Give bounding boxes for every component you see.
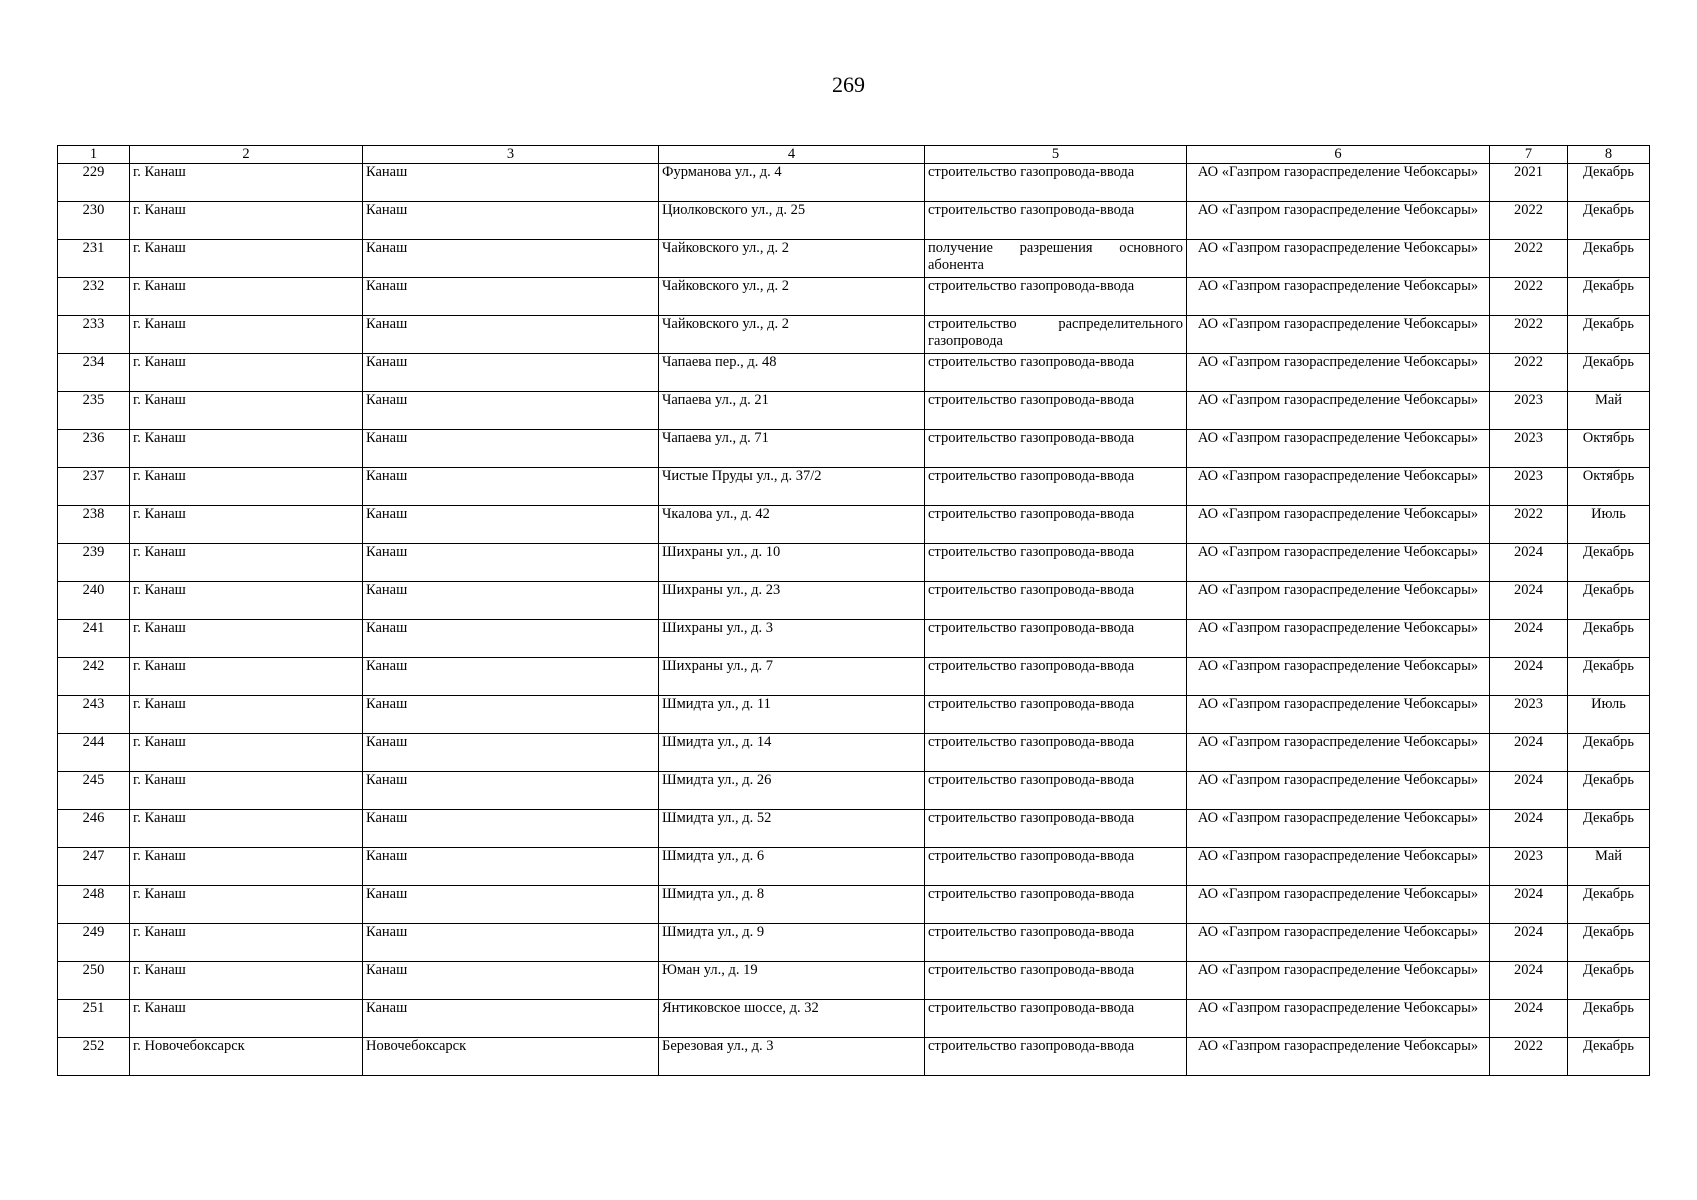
address-cell: Шихраны ул., д. 7 — [659, 658, 925, 696]
year-cell: 2021 — [1490, 164, 1568, 202]
address-cell: Юман ул., д. 19 — [659, 962, 925, 1000]
locality-cell: Канаш — [363, 772, 659, 810]
table-row — [58, 772, 1650, 810]
month-cell: Декабрь — [1568, 202, 1650, 240]
year-cell: 2024 — [1490, 582, 1568, 620]
settlement-cell: г. Канаш — [130, 620, 363, 658]
organization-cell: АО «Газпром газораспределение Чебоксары» — [1187, 544, 1490, 582]
table-row — [58, 734, 1650, 772]
work-type-cell: строительство газопровода-ввода — [925, 468, 1187, 506]
organization-cell: АО «Газпром газораспределение Чебоксары» — [1187, 886, 1490, 924]
address-cell: Чайковского ул., д. 2 — [659, 316, 925, 354]
work-type-cell: строительство газопровода-ввода — [925, 848, 1187, 886]
locality-cell: Канаш — [363, 696, 659, 734]
year-cell: 2024 — [1490, 1000, 1568, 1038]
address-cell: Шихраны ул., д. 3 — [659, 620, 925, 658]
locality-cell: Канаш — [363, 962, 659, 1000]
month-cell: Декабрь — [1568, 772, 1650, 810]
month-cell: Декабрь — [1568, 354, 1650, 392]
row-number: 242 — [58, 658, 130, 696]
row-number: 232 — [58, 278, 130, 316]
year-cell: 2024 — [1490, 886, 1568, 924]
month-cell: Декабрь — [1568, 544, 1650, 582]
month-cell: Декабрь — [1568, 924, 1650, 962]
work-type-cell: строительство газопровода-ввода — [925, 278, 1187, 316]
work-type-cell: строительство газопровода-ввода — [925, 962, 1187, 1000]
month-cell: Май — [1568, 392, 1650, 430]
work-type-cell: строительство газопровода-ввода — [925, 506, 1187, 544]
work-type-cell: строительство газопровода-ввода — [925, 430, 1187, 468]
month-cell: Декабрь — [1568, 582, 1650, 620]
address-cell: Чкалова ул., д. 42 — [659, 506, 925, 544]
year-cell: 2024 — [1490, 544, 1568, 582]
year-cell: 2023 — [1490, 848, 1568, 886]
address-cell: Циолковского ул., д. 25 — [659, 202, 925, 240]
month-cell: Декабрь — [1568, 164, 1650, 202]
work-type-cell: строительство газопровода-ввода — [925, 202, 1187, 240]
settlement-cell: г. Канаш — [130, 772, 363, 810]
table-row — [58, 468, 1650, 506]
year-cell: 2023 — [1490, 696, 1568, 734]
column-header: 1 — [58, 146, 130, 164]
month-cell: Декабрь — [1568, 1000, 1650, 1038]
settlement-cell: г. Канаш — [130, 468, 363, 506]
month-cell: Декабрь — [1568, 734, 1650, 772]
row-number: 245 — [58, 772, 130, 810]
row-number: 240 — [58, 582, 130, 620]
work-type-cell: строительство газопровода-ввода — [925, 924, 1187, 962]
address-cell: Шмидта ул., д. 11 — [659, 696, 925, 734]
organization-cell: АО «Газпром газораспределение Чебоксары» — [1187, 354, 1490, 392]
year-cell: 2023 — [1490, 468, 1568, 506]
month-cell: Октябрь — [1568, 430, 1650, 468]
table-row — [58, 620, 1650, 658]
address-cell: Шихраны ул., д. 10 — [659, 544, 925, 582]
settlement-cell: г. Канаш — [130, 582, 363, 620]
column-header: 5 — [925, 146, 1187, 164]
locality-cell: Канаш — [363, 810, 659, 848]
address-cell: Шихраны ул., д. 23 — [659, 582, 925, 620]
table-row — [58, 848, 1650, 886]
table-row — [58, 392, 1650, 430]
month-cell: Май — [1568, 848, 1650, 886]
settlement-cell: г. Канаш — [130, 278, 363, 316]
year-cell: 2022 — [1490, 354, 1568, 392]
table-row — [58, 1000, 1650, 1038]
year-cell: 2023 — [1490, 430, 1568, 468]
organization-cell: АО «Газпром газораспределение Чебоксары» — [1187, 658, 1490, 696]
table-row — [58, 316, 1650, 354]
year-cell: 2022 — [1490, 202, 1568, 240]
year-cell: 2022 — [1490, 278, 1568, 316]
table-row — [58, 924, 1650, 962]
column-header: 8 — [1568, 146, 1650, 164]
address-cell: Фурманова ул., д. 4 — [659, 164, 925, 202]
table-row — [58, 582, 1650, 620]
settlement-cell: г. Канаш — [130, 202, 363, 240]
table-row — [58, 810, 1650, 848]
row-number: 234 — [58, 354, 130, 392]
address-cell: Чапаева ул., д. 71 — [659, 430, 925, 468]
row-number: 252 — [58, 1038, 130, 1076]
work-type-cell: строительство газопровода-ввода — [925, 620, 1187, 658]
locality-cell: Канаш — [363, 582, 659, 620]
locality-cell: Канаш — [363, 392, 659, 430]
month-cell: Декабрь — [1568, 810, 1650, 848]
organization-cell: АО «Газпром газораспределение Чебоксары» — [1187, 734, 1490, 772]
row-number: 243 — [58, 696, 130, 734]
year-cell: 2024 — [1490, 658, 1568, 696]
address-cell: Чапаева ул., д. 21 — [659, 392, 925, 430]
year-cell: 2024 — [1490, 962, 1568, 1000]
locality-cell: Канаш — [363, 734, 659, 772]
row-number: 251 — [58, 1000, 130, 1038]
settlement-cell: г. Канаш — [130, 430, 363, 468]
column-header: 3 — [363, 146, 659, 164]
year-cell: 2022 — [1490, 1038, 1568, 1076]
settlement-cell: г. Канаш — [130, 506, 363, 544]
row-number: 249 — [58, 924, 130, 962]
settlement-cell: г. Канаш — [130, 544, 363, 582]
organization-cell: АО «Газпром газораспределение Чебоксары» — [1187, 1038, 1490, 1076]
work-type-cell: строительство газопровода-ввода — [925, 658, 1187, 696]
row-number: 246 — [58, 810, 130, 848]
locality-cell: Канаш — [363, 316, 659, 354]
gasification-table — [57, 145, 1650, 1076]
year-cell: 2024 — [1490, 734, 1568, 772]
table-row — [58, 658, 1650, 696]
table-row — [58, 278, 1650, 316]
row-number: 244 — [58, 734, 130, 772]
year-cell: 2022 — [1490, 506, 1568, 544]
year-cell: 2024 — [1490, 924, 1568, 962]
row-number: 229 — [58, 164, 130, 202]
table-row — [58, 544, 1650, 582]
organization-cell: АО «Газпром газораспределение Чебоксары» — [1187, 240, 1490, 278]
settlement-cell: г. Канаш — [130, 962, 363, 1000]
column-header: 2 — [130, 146, 363, 164]
settlement-cell: г. Канаш — [130, 848, 363, 886]
address-cell: Чайковского ул., д. 2 — [659, 240, 925, 278]
locality-cell: Канаш — [363, 658, 659, 696]
locality-cell: Канаш — [363, 544, 659, 582]
organization-cell: АО «Газпром газораспределение Чебоксары» — [1187, 696, 1490, 734]
work-type-cell: строительство газопровода-ввода — [925, 696, 1187, 734]
settlement-cell: г. Канаш — [130, 924, 363, 962]
table-row — [58, 240, 1650, 278]
month-cell: Декабрь — [1568, 316, 1650, 354]
organization-cell: АО «Газпром газораспределение Чебоксары» — [1187, 810, 1490, 848]
row-number: 237 — [58, 468, 130, 506]
month-cell: Июль — [1568, 506, 1650, 544]
table-row — [58, 962, 1650, 1000]
locality-cell: Канаш — [363, 240, 659, 278]
locality-cell: Канаш — [363, 430, 659, 468]
table-row — [58, 1038, 1650, 1076]
row-number: 241 — [58, 620, 130, 658]
address-cell: Шмидта ул., д. 14 — [659, 734, 925, 772]
organization-cell: АО «Газпром газораспределение Чебоксары» — [1187, 392, 1490, 430]
address-cell: Янтиковское шоссе, д. 32 — [659, 1000, 925, 1038]
address-cell: Шмидта ул., д. 6 — [659, 848, 925, 886]
organization-cell: АО «Газпром газораспределение Чебоксары» — [1187, 278, 1490, 316]
address-cell: Чапаева пер., д. 48 — [659, 354, 925, 392]
year-cell: 2022 — [1490, 316, 1568, 354]
settlement-cell: г. Канаш — [130, 392, 363, 430]
column-header: 4 — [659, 146, 925, 164]
settlement-cell: г. Канаш — [130, 240, 363, 278]
settlement-cell: г. Канаш — [130, 734, 363, 772]
settlement-cell: г. Канаш — [130, 1000, 363, 1038]
settlement-cell: г. Канаш — [130, 164, 363, 202]
work-type-cell: строительство газопровода-ввода — [925, 810, 1187, 848]
settlement-cell: г. Канаш — [130, 886, 363, 924]
row-number: 231 — [58, 240, 130, 278]
year-cell: 2023 — [1490, 392, 1568, 430]
work-type-cell: строительство распределительного газопровода — [925, 316, 1187, 354]
table-body — [58, 164, 1650, 1076]
organization-cell: АО «Газпром газораспределение Чебоксары» — [1187, 430, 1490, 468]
table-row — [58, 506, 1650, 544]
work-type-cell: строительство газопровода-ввода — [925, 734, 1187, 772]
settlement-cell: г. Канаш — [130, 658, 363, 696]
month-cell: Декабрь — [1568, 886, 1650, 924]
table-row — [58, 430, 1650, 468]
locality-cell: Канаш — [363, 278, 659, 316]
address-cell: Шмидта ул., д. 26 — [659, 772, 925, 810]
table-row — [58, 696, 1650, 734]
settlement-cell: г. Канаш — [130, 696, 363, 734]
year-cell: 2024 — [1490, 810, 1568, 848]
work-type-cell: строительство газопровода-ввода — [925, 544, 1187, 582]
table-row — [58, 886, 1650, 924]
settlement-cell: г. Канаш — [130, 316, 363, 354]
month-cell: Декабрь — [1568, 240, 1650, 278]
locality-cell: Канаш — [363, 202, 659, 240]
locality-cell: Канаш — [363, 620, 659, 658]
row-number: 248 — [58, 886, 130, 924]
settlement-cell: г. Канаш — [130, 810, 363, 848]
organization-cell: АО «Газпром газораспределение Чебоксары» — [1187, 772, 1490, 810]
column-header: 7 — [1490, 146, 1568, 164]
organization-cell: АО «Газпром газораспределение Чебоксары» — [1187, 848, 1490, 886]
month-cell: Декабрь — [1568, 962, 1650, 1000]
locality-cell: Канаш — [363, 468, 659, 506]
locality-cell: Канаш — [363, 1000, 659, 1038]
organization-cell: АО «Газпром газораспределение Чебоксары» — [1187, 620, 1490, 658]
address-cell: Шмидта ул., д. 8 — [659, 886, 925, 924]
organization-cell: АО «Газпром газораспределение Чебоксары» — [1187, 202, 1490, 240]
work-type-cell: строительство газопровода-ввода — [925, 164, 1187, 202]
address-cell: Шмидта ул., д. 9 — [659, 924, 925, 962]
row-number: 233 — [58, 316, 130, 354]
locality-cell: Канаш — [363, 506, 659, 544]
address-cell: Шмидта ул., д. 52 — [659, 810, 925, 848]
year-cell: 2024 — [1490, 772, 1568, 810]
row-number: 247 — [58, 848, 130, 886]
work-type-cell: строительство газопровода-ввода — [925, 772, 1187, 810]
row-number: 250 — [58, 962, 130, 1000]
settlement-cell: г. Новочебоксарск — [130, 1038, 363, 1076]
organization-cell: АО «Газпром газораспределение Чебоксары» — [1187, 316, 1490, 354]
locality-cell: Канаш — [363, 886, 659, 924]
row-number: 238 — [58, 506, 130, 544]
table-row — [58, 202, 1650, 240]
table-row — [58, 354, 1650, 392]
work-type-cell: строительство газопровода-ввода — [925, 392, 1187, 430]
row-number: 230 — [58, 202, 130, 240]
year-cell: 2024 — [1490, 620, 1568, 658]
page-number: 269 — [832, 72, 865, 97]
month-cell: Октябрь — [1568, 468, 1650, 506]
month-cell: Июль — [1568, 696, 1650, 734]
locality-cell: Канаш — [363, 164, 659, 202]
month-cell: Декабрь — [1568, 620, 1650, 658]
organization-cell: АО «Газпром газораспределение Чебоксары» — [1187, 924, 1490, 962]
row-number: 236 — [58, 430, 130, 468]
work-type-cell: получение разрешения основного абонента — [925, 240, 1187, 278]
organization-cell: АО «Газпром газораспределение Чебоксары» — [1187, 1000, 1490, 1038]
address-cell: Березовая ул., д. 3 — [659, 1038, 925, 1076]
settlement-cell: г. Канаш — [130, 354, 363, 392]
organization-cell: АО «Газпром газораспределение Чебоксары» — [1187, 506, 1490, 544]
row-number: 239 — [58, 544, 130, 582]
month-cell: Декабрь — [1568, 1038, 1650, 1076]
row-number: 235 — [58, 392, 130, 430]
organization-cell: АО «Газпром газораспределение Чебоксары» — [1187, 468, 1490, 506]
column-header: 6 — [1187, 146, 1490, 164]
address-cell: Чайковского ул., д. 2 — [659, 278, 925, 316]
month-cell: Декабрь — [1568, 658, 1650, 696]
work-type-cell: строительство газопровода-ввода — [925, 354, 1187, 392]
work-type-cell: строительство газопровода-ввода — [925, 1038, 1187, 1076]
table-row — [58, 164, 1650, 202]
work-type-cell: строительство газопровода-ввода — [925, 886, 1187, 924]
locality-cell: Канаш — [363, 924, 659, 962]
organization-cell: АО «Газпром газораспределение Чебоксары» — [1187, 962, 1490, 1000]
address-cell: Чистые Пруды ул., д. 37/2 — [659, 468, 925, 506]
year-cell: 2022 — [1490, 240, 1568, 278]
locality-cell: Канаш — [363, 354, 659, 392]
work-type-cell: строительство газопровода-ввода — [925, 582, 1187, 620]
work-type-cell: строительство газопровода-ввода — [925, 1000, 1187, 1038]
locality-cell: Канаш — [363, 848, 659, 886]
organization-cell: АО «Газпром газораспределение Чебоксары» — [1187, 582, 1490, 620]
header-row — [58, 146, 1650, 164]
locality-cell: Новочебоксарск — [363, 1038, 659, 1076]
month-cell: Декабрь — [1568, 278, 1650, 316]
organization-cell: АО «Газпром газораспределение Чебоксары» — [1187, 164, 1490, 202]
